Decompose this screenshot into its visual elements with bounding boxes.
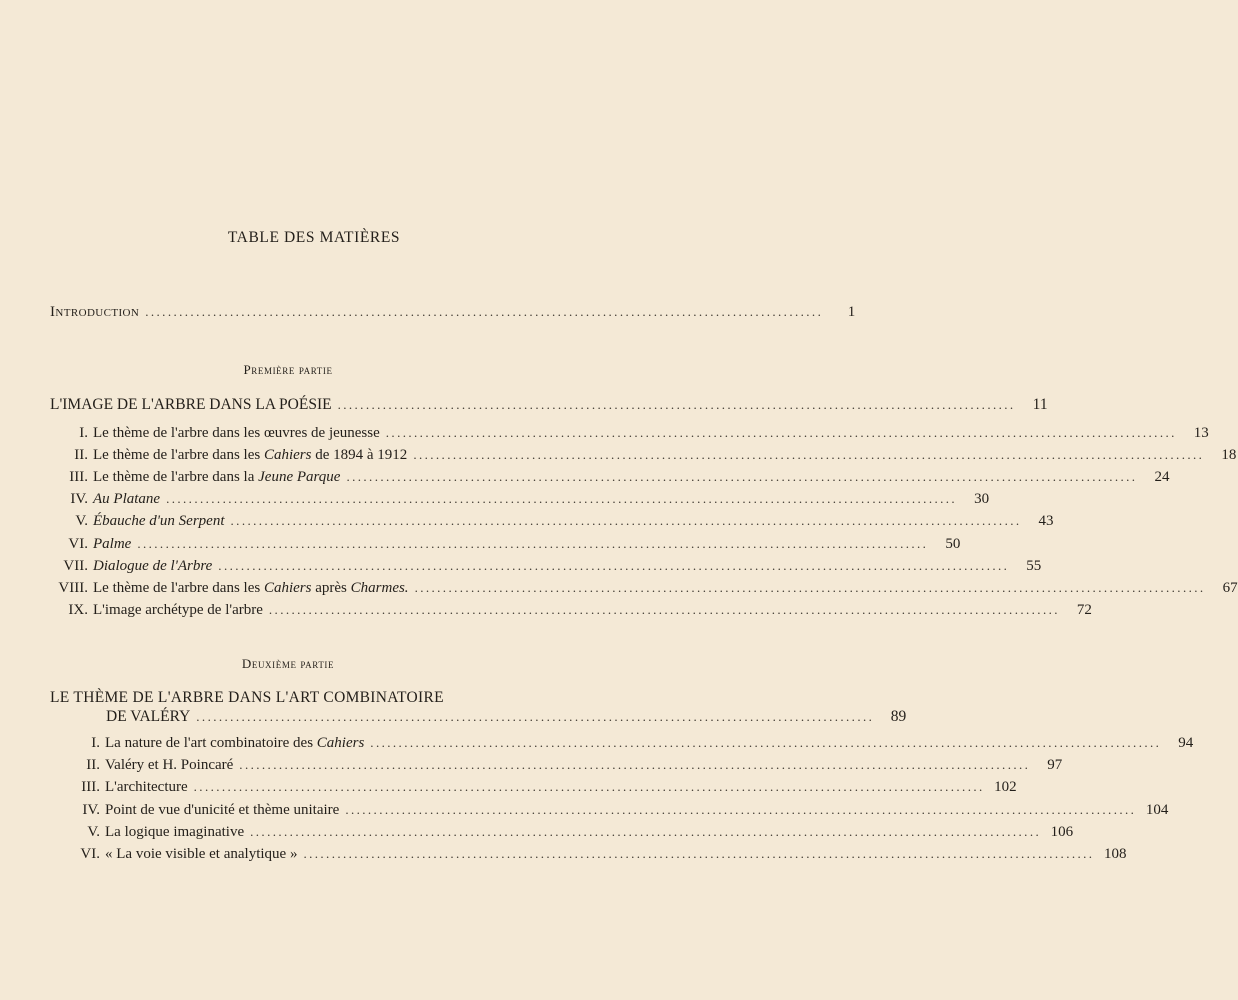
chapter-title <box>88 600 263 620</box>
chapter-number: II. <box>74 447 88 464</box>
leader-dots: ............................................................................................................................................ <box>370 735 1162 750</box>
chapter-title <box>88 534 131 554</box>
chapter-title <box>100 844 297 864</box>
toc-entry <box>64 755 1063 775</box>
toc-entry <box>52 600 1092 620</box>
title-part: Le thème de l'arbre dans les <box>93 579 264 596</box>
chapter-number: IV. <box>70 491 88 508</box>
entry-page: 18 <box>1221 447 1237 464</box>
leader-dots: ............................................................................................................................................ <box>193 779 985 795</box>
leader-dots: ............................................................................................................................................ <box>346 469 1138 485</box>
leader-dots: ........................................................................................................................ <box>337 397 1016 412</box>
toc-entry <box>64 800 1169 820</box>
chapter-title <box>88 467 340 487</box>
entry-page: 97 <box>1047 757 1063 774</box>
toc-entry <box>52 578 1238 598</box>
entry-page: 55 <box>1026 557 1042 574</box>
leader-dots: ............................................................................................................................................ <box>218 557 1010 573</box>
entry-page: 11 <box>1032 396 1048 413</box>
chapter-number: V. <box>75 513 88 530</box>
leader-dots: ............................................................................................................................................ <box>413 447 1205 463</box>
chapter-title <box>100 800 339 820</box>
entry-page: 106 <box>1050 823 1074 840</box>
italic-title-part: Dialogue de l'Arbre <box>93 557 213 574</box>
entry-page: 104 <box>1145 801 1169 818</box>
toc-entry <box>52 534 961 554</box>
chapter-title <box>88 556 212 576</box>
title-part: Le thème de l'arbre dans les œuvres de jeunesse <box>93 425 380 441</box>
leader-dots: ........................................................................................................................ <box>196 709 875 724</box>
chapter-number: III. <box>81 779 100 796</box>
section-title: L'IMAGE DE L'ARBRE DANS LA POÉSIE <box>50 396 332 413</box>
entry-page: 67 <box>1222 579 1238 596</box>
italic-title-part: Ébauche d'un Serpent <box>93 513 225 530</box>
section-entry <box>106 707 907 727</box>
leader-dots: ............................................................................................................................................ <box>385 425 1177 440</box>
chapter-number: VI. <box>68 535 88 552</box>
leader-dots: ............................................................................................................................................ <box>230 513 1022 529</box>
toc-entry <box>64 844 1127 864</box>
title-part: après <box>311 579 351 596</box>
entry-page: 94 <box>1178 735 1194 751</box>
chapter-number: III. <box>69 469 88 486</box>
toc-entry <box>52 489 990 509</box>
chapter-title <box>100 755 233 775</box>
title-part: L'architecture <box>105 779 188 796</box>
entry-page: 1 <box>847 304 856 320</box>
leader-dots: ............................................................................................................................................ <box>250 823 1042 839</box>
toc-entry <box>64 777 1017 797</box>
toc-title: TABLE DES MATIÈRES <box>227 229 401 246</box>
chapter-number: II. <box>86 757 100 774</box>
italic-title-part: Cahiers <box>316 735 365 751</box>
title-part: Le thème de l'arbre dans les <box>93 447 264 464</box>
toc-entry-introduction <box>50 302 856 322</box>
entry-page: 50 <box>945 535 961 552</box>
chapter-title <box>100 733 364 753</box>
toc-entry <box>52 423 1209 443</box>
entry-page: 89 <box>890 708 907 725</box>
toc-entry <box>52 445 1237 465</box>
entry-page: 43 <box>1038 513 1054 530</box>
entry-page: 108 <box>1103 846 1127 862</box>
title-part: La logique imaginative <box>105 823 245 840</box>
title-part: « La voie visible et analytique » <box>105 846 298 862</box>
leader-dots: ............................................................................................................................................ <box>414 579 1206 595</box>
chapter-title <box>88 489 160 509</box>
leader-dots: ............................................................................................................................................ <box>137 535 929 551</box>
entry-label: Introduction <box>50 304 140 320</box>
entry-page: 13 <box>1193 425 1209 441</box>
toc-entry <box>64 733 1194 753</box>
chapter-number: V. <box>87 823 100 840</box>
toc-entry <box>52 467 1170 487</box>
chapter-number: VIII. <box>58 579 88 596</box>
italic-title-part: Cahiers <box>263 579 312 596</box>
entry-page: 24 <box>1154 469 1170 486</box>
leader-dots: ............................................................................................................................................ <box>166 491 958 507</box>
chapter-title <box>100 822 244 842</box>
italic-title-part: Palme <box>93 535 132 552</box>
leader-dots: ............................................................................................................................................ <box>303 846 1095 861</box>
title-part: Le thème de l'arbre dans la <box>93 469 259 486</box>
chapter-number: VII. <box>63 557 88 574</box>
italic-title-part: Charmes. <box>350 579 409 596</box>
leader-dots: ............................................................................................................................................ <box>345 801 1137 817</box>
title-part: Valéry et H. Poincaré <box>105 757 234 774</box>
part-label: Deuxième partie <box>241 656 335 671</box>
chapter-title <box>88 423 380 443</box>
section-entry <box>50 395 1048 415</box>
leader-dots: ............................................................................................................................................ <box>239 757 1031 773</box>
title-part: Point de vue d'unicité et thème unitaire <box>105 801 340 818</box>
title-part: L'image archétype de l'arbre <box>93 601 263 618</box>
italic-title-part: Jeune Parque <box>258 469 341 486</box>
chapter-number: I. <box>91 735 100 751</box>
section-title-cont: DE VALÉRY <box>106 708 191 725</box>
chapter-number: I. <box>79 425 88 441</box>
section-title: LE THÈME DE L'ARBRE DANS L'ART COMBINATOIRE <box>50 689 444 706</box>
entry-page: 72 <box>1076 601 1092 618</box>
chapter-title <box>88 445 407 465</box>
chapter-title <box>100 777 188 797</box>
title-part: de 1894 à 1912 <box>311 447 408 464</box>
entry-page: 30 <box>974 491 990 508</box>
part-label: Première partie <box>243 362 333 377</box>
chapter-number: IV. <box>82 801 100 818</box>
chapter-title <box>88 511 225 531</box>
italic-title-part: Au Platane <box>93 491 161 508</box>
toc-entry <box>52 511 1054 531</box>
entry-page: 102 <box>994 779 1017 796</box>
italic-title-part: Cahiers <box>263 447 312 464</box>
chapter-number: VI. <box>80 846 100 862</box>
chapter-number: IX. <box>68 601 88 618</box>
title-part: La nature de l'art combinatoire des <box>105 735 317 751</box>
leader-dots: ............................................................................................................................................ <box>268 601 1060 617</box>
chapter-title <box>88 578 409 598</box>
toc-entry <box>52 556 1042 576</box>
toc-entry <box>64 822 1074 842</box>
leader-dots: ........................................................................................................................ <box>145 304 824 319</box>
